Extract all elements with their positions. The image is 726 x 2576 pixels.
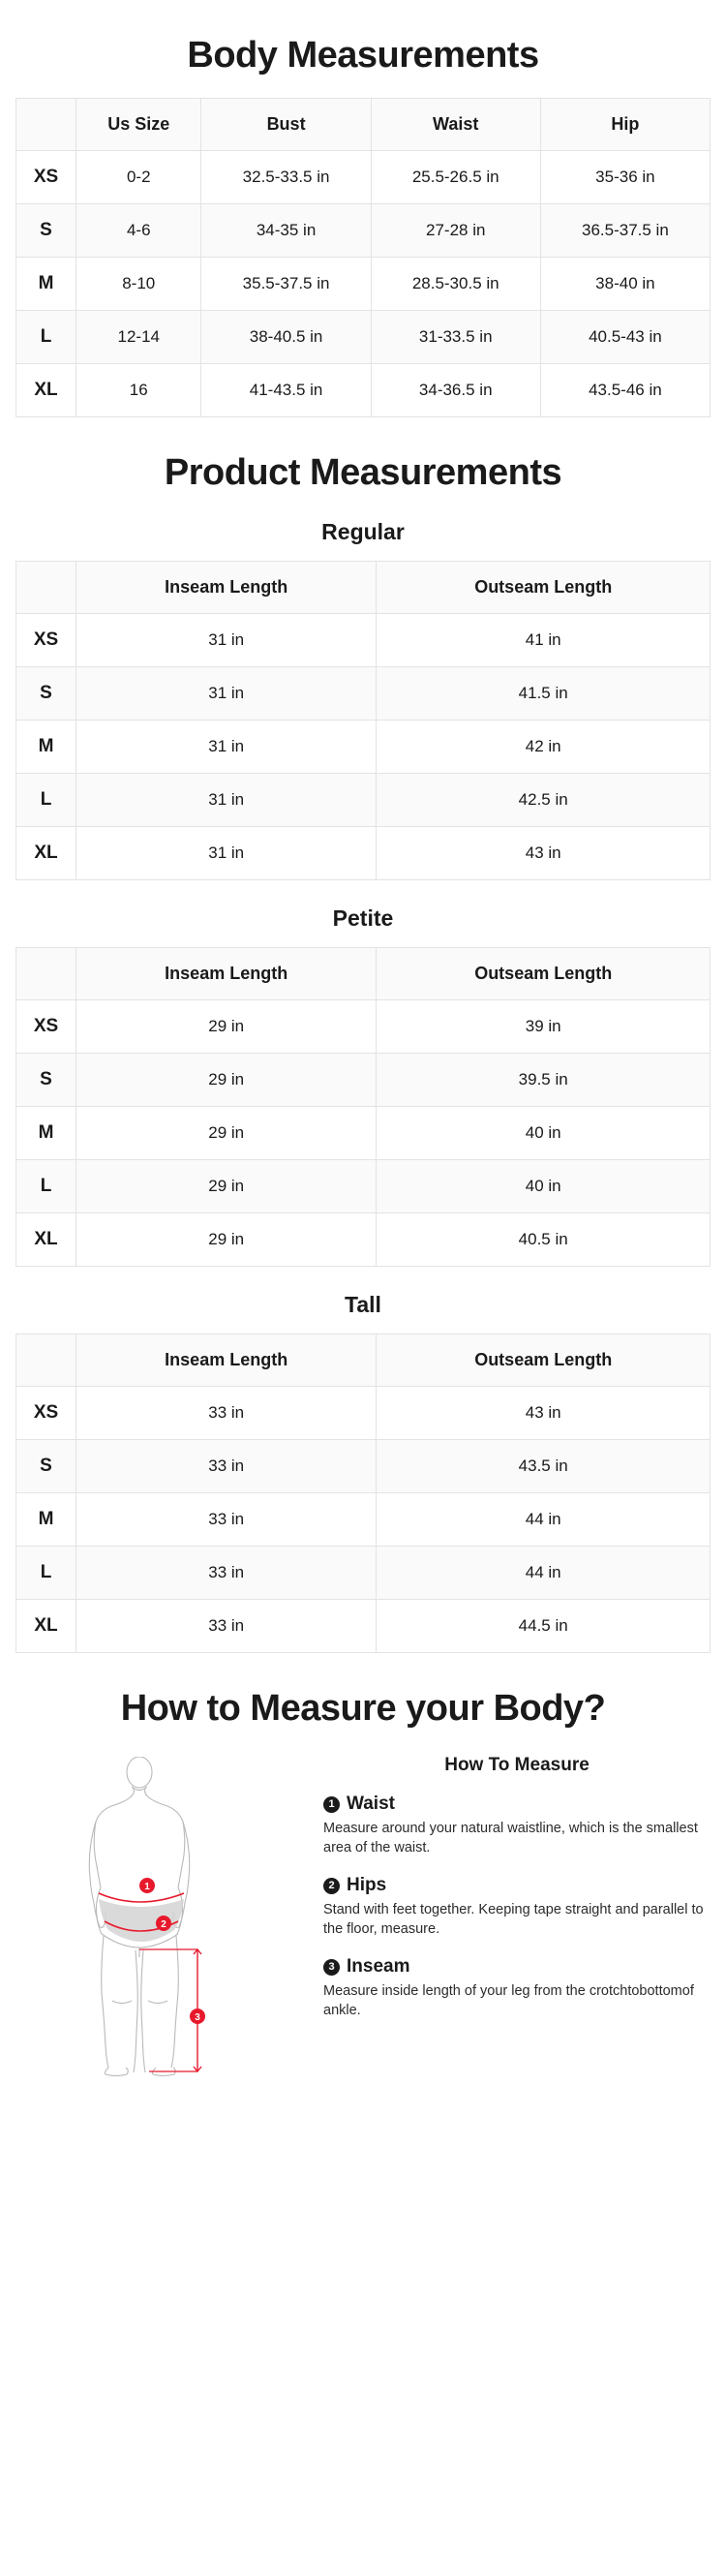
body-measurements-table	[15, 98, 711, 417]
cell-outseam: 40 in	[377, 1107, 711, 1160]
cell-waist: 28.5-30.5 in	[371, 258, 540, 311]
table-row	[16, 1387, 711, 1440]
marker-2	[156, 1916, 171, 1931]
cell-inseam: 31 in	[76, 827, 377, 880]
table-row	[16, 1213, 711, 1267]
cell-outseam: 39.5 in	[377, 1054, 711, 1107]
column-header-inseam-length: Inseam Length	[76, 1334, 377, 1387]
table-row	[16, 667, 711, 721]
table-row	[16, 204, 711, 258]
table-header-row	[16, 1334, 711, 1387]
cell-waist: 31-33.5 in	[371, 311, 540, 364]
table-header-row	[16, 948, 711, 1000]
body-measurements-title: Body Measurements	[187, 35, 539, 76]
cell-inseam: 33 in	[76, 1547, 377, 1600]
marker-1	[139, 1878, 155, 1893]
table-row	[16, 1160, 711, 1213]
column-header-corner	[16, 99, 76, 151]
cell-inseam: 33 in	[76, 1493, 377, 1547]
measure-step-hips-desc: Stand with feet together. Keeping tape straight and parallel to the floor, measure.	[323, 1902, 704, 1937]
table-row	[16, 614, 711, 667]
cell-bust: 35.5-37.5 in	[201, 258, 371, 311]
cell-inseam: 29 in	[76, 1107, 377, 1160]
step-number-1-icon: 1	[323, 1796, 340, 1813]
product-group-label-petite: Petite	[332, 905, 394, 931]
cell-outseam: 43 in	[377, 827, 711, 880]
female-body-diagram-icon	[35, 1757, 287, 2076]
column-header-hip: Hip	[540, 99, 710, 151]
garment-shading	[99, 1899, 184, 1942]
measure-step-hips	[323, 1875, 711, 1939]
measure-step-waist-title: Waist	[347, 1794, 395, 1814]
table-row	[16, 1600, 711, 1653]
how-to-measure-panel	[323, 1751, 711, 2038]
row-label-xs: XS	[16, 1387, 76, 1440]
table-row	[16, 1440, 711, 1493]
measure-step-inseam-title: Inseam	[347, 1956, 410, 1978]
table-row	[16, 151, 711, 204]
cell-hip: 35-36 in	[540, 151, 710, 204]
cell-outseam: 43.5 in	[377, 1440, 711, 1493]
row-label-xl: XL	[16, 827, 76, 880]
cell-bust: 38-40.5 in	[201, 311, 371, 364]
cell-outseam: 40 in	[377, 1160, 711, 1213]
svg-text:1: 1	[144, 1882, 150, 1892]
cell-inseam: 33 in	[76, 1440, 377, 1493]
cell-outseam: 44 in	[377, 1547, 711, 1600]
table-row	[16, 258, 711, 311]
cell-inseam: 29 in	[76, 1054, 377, 1107]
row-label-l: L	[16, 1160, 76, 1213]
row-label-m: M	[16, 721, 76, 774]
row-label-s: S	[16, 667, 76, 721]
cell-outseam: 43 in	[377, 1387, 711, 1440]
cell-inseam: 29 in	[76, 1000, 377, 1054]
product-group-label-tall: Tall	[345, 1292, 381, 1317]
table-header-row	[16, 99, 711, 151]
cell-waist: 27-28 in	[371, 204, 540, 258]
cell-inseam: 29 in	[76, 1160, 377, 1213]
cell-us-size: 4-6	[76, 204, 201, 258]
cell-hip: 40.5-43 in	[540, 311, 710, 364]
cell-inseam: 31 in	[76, 667, 377, 721]
row-label-xs: XS	[16, 151, 76, 204]
measure-step-waist-head	[323, 1794, 711, 1815]
cell-inseam: 31 in	[76, 774, 377, 827]
column-header-bust: Bust	[201, 99, 371, 151]
cell-hip: 36.5-37.5 in	[540, 204, 710, 258]
row-label-xs: XS	[16, 1000, 76, 1054]
cell-inseam: 31 in	[76, 614, 377, 667]
measure-step-inseam	[323, 1956, 711, 2020]
cell-outseam: 44 in	[377, 1493, 711, 1547]
product-measurements-table-regular	[15, 561, 711, 880]
cell-us-size: 16	[76, 364, 201, 417]
table-row	[16, 311, 711, 364]
measure-step-hips-title: Hips	[347, 1875, 387, 1896]
step-number-2-icon: 2	[323, 1878, 340, 1894]
product-measurements-table-tall	[15, 1334, 711, 1653]
row-label-m: M	[16, 258, 76, 311]
row-label-s: S	[16, 204, 76, 258]
column-header-corner	[16, 1334, 76, 1387]
cell-hip: 38-40 in	[540, 258, 710, 311]
column-header-waist: Waist	[371, 99, 540, 151]
row-label-xl: XL	[16, 1600, 76, 1653]
column-header-inseam-length: Inseam Length	[76, 948, 377, 1000]
size-guide-page	[0, 35, 726, 2105]
measure-step-waist	[323, 1794, 711, 1857]
measure-step-inseam-head	[323, 1956, 711, 1978]
row-label-s: S	[16, 1054, 76, 1107]
column-header-outseam-length: Outseam Length	[377, 948, 711, 1000]
how-to-measure-panel-title: How To Measure	[444, 1755, 590, 1775]
body-figure-illustration	[15, 1751, 306, 2076]
table-row	[16, 721, 711, 774]
product-group-label-regular: Regular	[321, 519, 405, 544]
waist-measure-line	[99, 1893, 184, 1902]
row-label-xs: XS	[16, 614, 76, 667]
cell-outseam: 41.5 in	[377, 667, 711, 721]
measure-step-hips-head	[323, 1875, 711, 1896]
cell-waist: 25.5-26.5 in	[371, 151, 540, 204]
table-row	[16, 1107, 711, 1160]
column-header-outseam-length: Outseam Length	[377, 1334, 711, 1387]
svg-text:3: 3	[195, 2012, 200, 2023]
table-row	[16, 1493, 711, 1547]
cell-bust: 34-35 in	[201, 204, 371, 258]
row-label-xl: XL	[16, 1213, 76, 1267]
column-header-corner	[16, 948, 76, 1000]
table-row	[16, 827, 711, 880]
cell-inseam: 29 in	[76, 1213, 377, 1267]
row-label-s: S	[16, 1440, 76, 1493]
cell-outseam: 44.5 in	[377, 1600, 711, 1653]
column-header-us-size: Us Size	[76, 99, 201, 151]
svg-text:2: 2	[161, 1919, 166, 1930]
cell-inseam: 31 in	[76, 721, 377, 774]
cell-bust: 41-43.5 in	[201, 364, 371, 417]
cell-us-size: 12-14	[76, 311, 201, 364]
measure-step-waist-desc: Measure around your natural waistline, which is the smallest area of the waist.	[323, 1821, 698, 1855]
marker-3	[190, 2009, 205, 2024]
table-row	[16, 1054, 711, 1107]
product-measurements-title: Product Measurements	[164, 452, 562, 493]
cell-outseam: 42.5 in	[377, 774, 711, 827]
measure-step-inseam-desc: Measure inside length of your leg from the crotchtobottomof ankle.	[323, 1983, 694, 2018]
cell-waist: 34-36.5 in	[371, 364, 540, 417]
row-label-m: M	[16, 1107, 76, 1160]
cell-outseam: 41 in	[377, 614, 711, 667]
row-label-xl: XL	[16, 364, 76, 417]
cell-hip: 43.5-46 in	[540, 364, 710, 417]
step-number-3-icon: 3	[323, 1959, 340, 1976]
row-label-m: M	[16, 1493, 76, 1547]
cell-outseam: 42 in	[377, 721, 711, 774]
row-label-l: L	[16, 1547, 76, 1600]
cell-inseam: 33 in	[76, 1600, 377, 1653]
cell-us-size: 8-10	[76, 258, 201, 311]
table-row	[16, 364, 711, 417]
how-to-measure-title: How to Measure your Body?	[120, 1688, 606, 1729]
product-measurements-table-petite	[15, 947, 711, 1267]
cell-bust: 32.5-33.5 in	[201, 151, 371, 204]
table-row	[16, 1000, 711, 1054]
column-header-inseam-length: Inseam Length	[76, 562, 377, 614]
cell-inseam: 33 in	[76, 1387, 377, 1440]
cell-us-size: 0-2	[76, 151, 201, 204]
how-to-measure-section	[15, 1751, 711, 2076]
cell-outseam: 39 in	[377, 1000, 711, 1054]
column-header-outseam-length: Outseam Length	[377, 562, 711, 614]
table-header-row	[16, 562, 711, 614]
column-header-corner	[16, 562, 76, 614]
row-label-l: L	[16, 311, 76, 364]
cell-outseam: 40.5 in	[377, 1213, 711, 1267]
table-row	[16, 774, 711, 827]
row-label-l: L	[16, 774, 76, 827]
table-row	[16, 1547, 711, 1600]
